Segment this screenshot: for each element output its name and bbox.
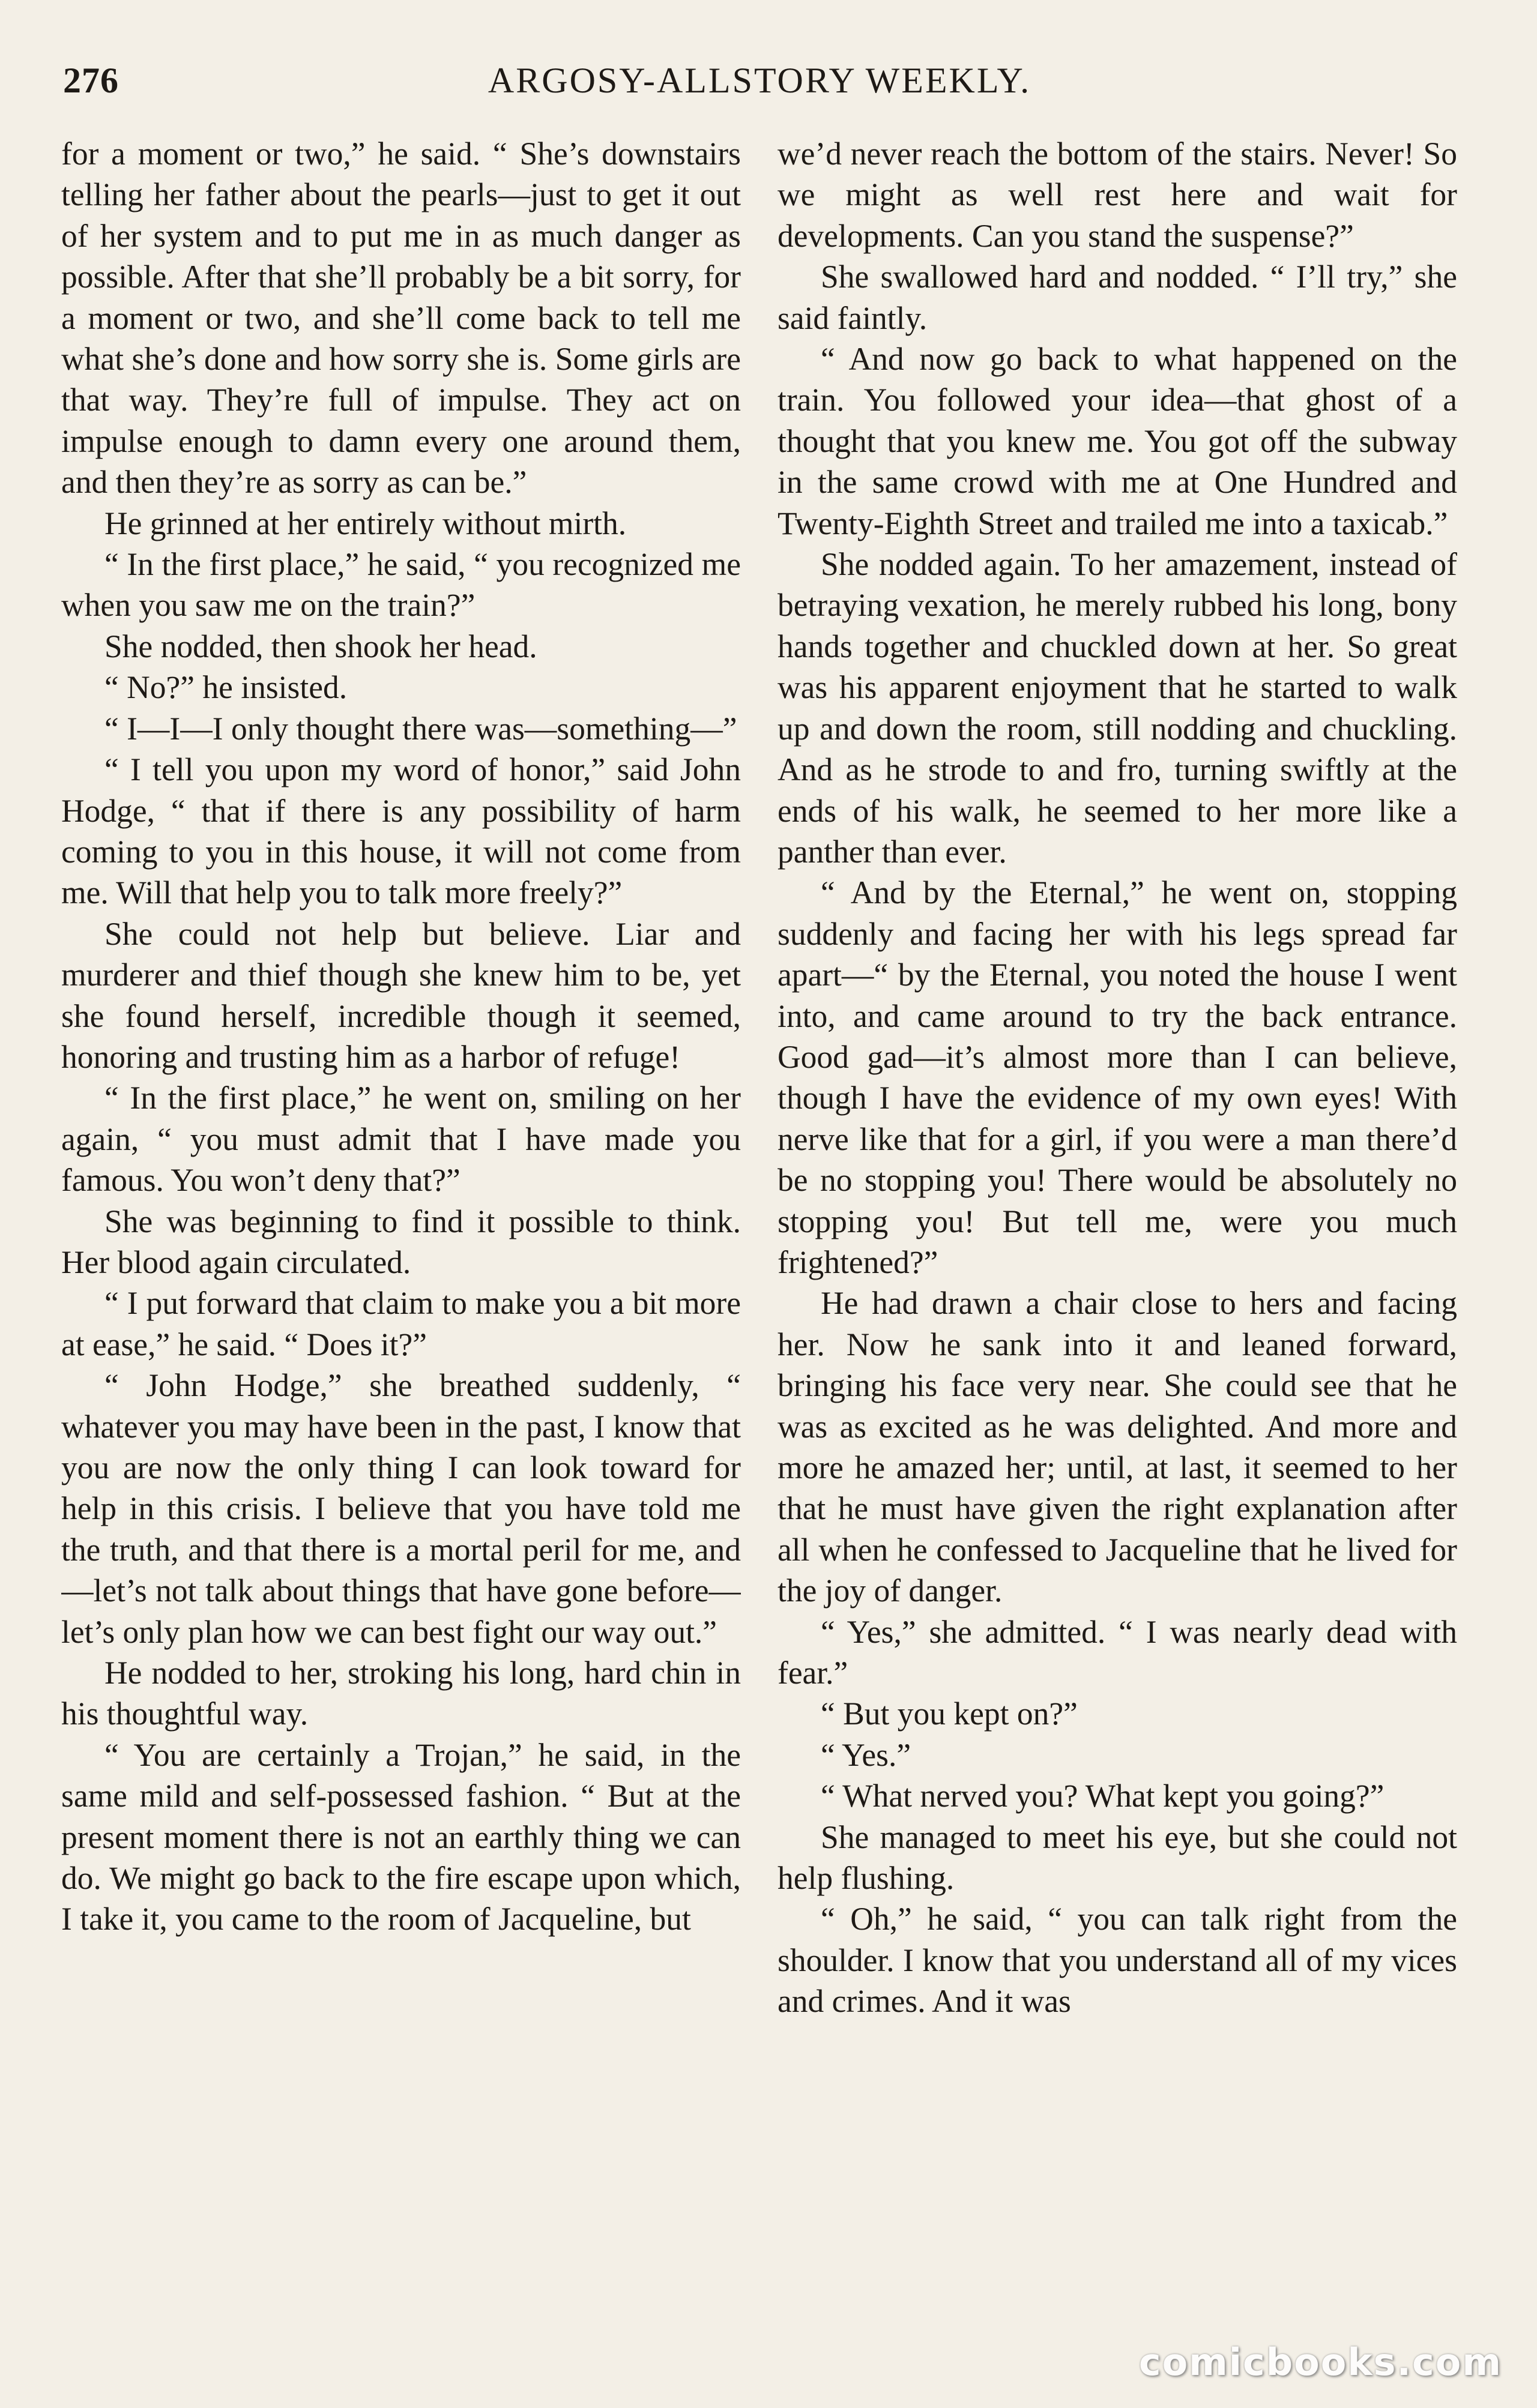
page-header <box>63 60 1456 114</box>
paragraph: “ I tell you upon my word of honor,” said John Hodge, “ that if there is any possibility of harm coming to you in this house, it will not come from me. Will that help you to talk more freely?” <box>61 751 741 911</box>
paragraph: He nodded to her, stroking his long, hard chin in his thoughtful way. <box>61 1655 741 1732</box>
paragraph: She was beginning to find it possible to think. Her blood again circulated. <box>61 1203 741 1280</box>
paragraph: She nodded again. To her amazement, instead of betraying vexation, he merely rubbed his long, bony hands together and chuckled down at her. So great was his apparent enjoyment that he started to walk up and down the room, still nodding and chuckling. And as he strode to and fro, turning swiftly at the ends of his walk, he seemed to her more like a panther than ever. <box>778 546 1457 870</box>
paragraph: “ But you kept on?” <box>821 1696 1078 1732</box>
running-head-title: ARGOSY-ALLSTORY WEEKLY. <box>488 61 1031 100</box>
paragraph: “ In the first place,” he said, “ you recognized me when you saw me on the train?” <box>61 546 741 624</box>
watermark-logo: comicbooks.com <box>1138 2340 1502 2384</box>
paragraph: “ I—I—I only thought there was—something—” <box>104 710 737 747</box>
paragraph: “ And now go back to what happened on the train. You followed your idea—that ghost of a thought that you knew me. You got off the subway in the same crowd with me at One Hundred and Twenty-Eighth Street and trailed me into a taxicab.” <box>778 341 1457 541</box>
paragraph: “ Yes,” she admitted. “ I was nearly dead with fear.” <box>778 1613 1457 1691</box>
paragraph: He grinned at her entirely without mirth. <box>104 505 627 541</box>
paragraph: “ John Hodge,” she breathed suddenly, “ whatever you may have been in the past, I know that you are now the only thing I can look toward for help in this crisis. I believe that you have told me the truth, and that there is a mortal peril for me, and—let’s not talk about things that have gone before—let’s only plan how we can best fight our way out.” <box>61 1367 741 1650</box>
paragraph: She could not help but believe. Liar and murderer and thief though she knew him to be, yet she found herself, incredible though it seemed, honoring and trusting him as a harbor of refuge! <box>61 915 741 1075</box>
paragraph: “ And by the Eternal,” he went on, stopping suddenly and facing her with his legs spread far apart—“ by the Eternal, you noted the house I went into, and came around to try the back entrance. Good gad—it’s almost more than I can believe, though I have the evidence of my own eyes! With nerve like that for a girl, if you were a man there’d be no stopping you! There would be absolutely no stopping you! But tell me, were you much frightened?” <box>778 874 1457 1280</box>
paragraph: She nodded, then shook her head. <box>104 628 537 664</box>
paragraph: He had drawn a chair close to hers and facing her. Now he sank into it and leaned forward, bringing his face very near. She could see that he was as excited as he was delighted. And more and more he amazed her; until, at last, it seemed to her that he must have given the right explanation after all when he confessed to Jacqueline that he lived for the joy of danger. <box>778 1285 1457 1609</box>
paragraph: “ Oh,” he said, “ you can talk right from the shoulder. I know that you understand all of my vices and crimes. And it was <box>778 1901 1457 2020</box>
paragraph: “ Yes.” <box>821 1736 911 1773</box>
paragraph: “ What nerved you? What kept you going?” <box>821 1778 1385 1814</box>
paragraph: we’d never reach the bottom of the stairs. Never! So we might as well rest here and wait for developments. Can you stand the suspense?” <box>778 136 1457 254</box>
paragraph: She swallowed hard and nodded. “ I’ll try,” she said faintly. <box>778 259 1457 336</box>
right-text-column <box>778 133 1457 2288</box>
paragraph: “ I put forward that claim to make you a bit more at ease,” he said. “ Does it?” <box>61 1285 741 1362</box>
paragraph: “ In the first place,” he went on, smiling on her again, “ you must admit that I have made you famous. You won’t deny that?” <box>61 1080 741 1199</box>
page-number: 276 <box>63 61 119 100</box>
left-text-column <box>61 133 741 2288</box>
paragraph: “ No?” he insisted. <box>104 669 348 706</box>
paragraph: for a moment or two,” he said. “ She’s downstairs telling her father about the pearls—just to get it out of her system and to put me in as much danger as possible. After that she’ll probably be a bit sorry, for a moment or two, and she’ll come back to tell me what she’s done and how sorry she is. Some girls are that way. They’re full of impulse. They act on impulse enough to damn every one around them, and then they’re as sorry as can be.” <box>61 136 741 501</box>
paragraph: “ You are certainly a Trojan,” he said, in the same mild and self-possessed fashion. “ But at the present moment there is not an earthly thing we can do. We might go back to the fire escape upon which, I take it, you came to the room of Jacqueline, but <box>61 1736 741 1937</box>
paragraph: She managed to meet his eye, but she could not help flushing. <box>778 1819 1457 1897</box>
